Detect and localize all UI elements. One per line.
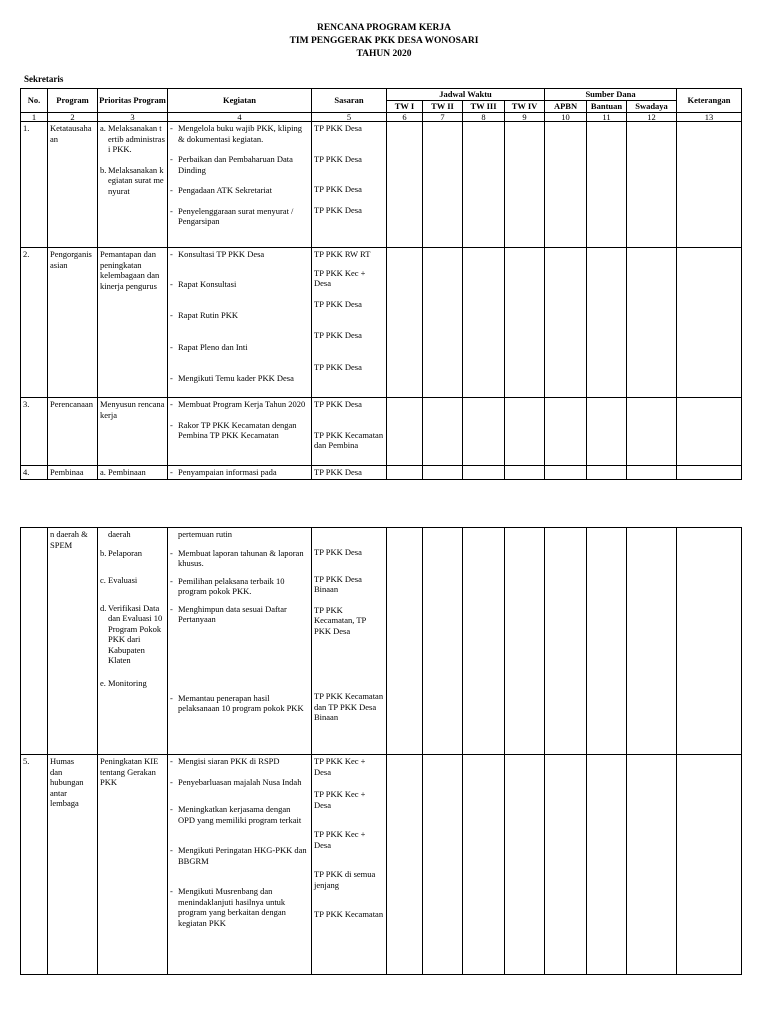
row-number: 1. xyxy=(21,122,48,248)
kegiatan-item: Perbaikan dan Pembaharuan Data Dinding xyxy=(178,154,293,175)
row-number: 2. xyxy=(21,248,48,398)
table-row xyxy=(21,248,742,398)
sasaran-item: TP PKK Kecamatan xyxy=(314,909,384,919)
program-cell: Pembinaa xyxy=(48,466,98,480)
prioritas-cell: Pemantapan dan peningkatan kelembagaan dan kinerja pengurus xyxy=(98,248,168,398)
col-number: 8 xyxy=(463,113,505,122)
kegiatan-item: Membuat laporan tahunan & laporan khusus. xyxy=(178,547,304,568)
kegiatan-item: Konsultasi TP PKK Desa xyxy=(178,249,265,259)
item-marker: a. xyxy=(100,123,106,133)
header-sasaran: Sasaran xyxy=(312,89,387,113)
sasaran-item: TP PKK Desa xyxy=(314,361,362,372)
doc-title-line2: TIM PENGGERAK PKK DESA WONOSARI xyxy=(289,36,479,46)
doc-title-line3: TAHUN 2020 xyxy=(356,49,412,59)
prioritas-cell: a. Pembinaan xyxy=(98,466,168,480)
sasaran-item: TP PKK Desa xyxy=(314,399,362,409)
col-number: 5 xyxy=(312,113,387,122)
sasaran-cell xyxy=(312,398,387,466)
table-row xyxy=(21,398,742,466)
program-table-page1 xyxy=(20,88,742,480)
col-number: 9 xyxy=(505,113,545,122)
sasaran-cell xyxy=(312,248,387,398)
col-number: 11 xyxy=(587,113,627,122)
row-number: 4. xyxy=(21,466,48,480)
prioritas-item: Verifikasi Data dan Evaluasi 10 Program Pokok PKK dari Kabupaten Klaten xyxy=(108,602,163,665)
prioritas-item: Evaluasi xyxy=(108,575,138,585)
sasaran-item: TP PKK Desa xyxy=(314,153,362,164)
header-row-1 xyxy=(21,89,742,101)
kegiatan-item: Membuat Program Kerja Tahun 2020 xyxy=(178,399,306,409)
item-marker: b. xyxy=(100,164,107,175)
item-marker: e. xyxy=(100,677,106,688)
sasaran-item: TP PKK Kec + Desa xyxy=(314,756,366,777)
kegiatan-item: Memantau penerapan hasil pelaksanaan 10 program pokok PKK xyxy=(178,692,304,713)
prioritas-cell: Menyusun rencana kerja xyxy=(98,398,168,466)
prioritas-cell xyxy=(98,122,168,248)
sasaran-item: TP PKK Kecamatan dan TP PKK Desa Binaan xyxy=(314,691,384,722)
program-cell: Ketatausahaan xyxy=(48,122,98,248)
sasaran-item: TP PKK Desa xyxy=(314,204,362,215)
col-number: 12 xyxy=(627,113,677,122)
kegiatan-cell: - Penyampaian informasi pada xyxy=(168,466,312,480)
sasaran-item: TP PKK Desa xyxy=(314,330,362,340)
prioritas-cell xyxy=(98,528,168,755)
kegiatan-item: Mengikuti Musrenbang dan menindaklanjuti hasilnya untuk program yang berkaitan dengan kegiatan PKK xyxy=(178,886,286,928)
sasaran-item: TP PKK Kec + Desa xyxy=(314,789,366,810)
program-cell: Pengorganisasian xyxy=(48,248,98,398)
kegiatan-item: Mengikuti Temu kader PKK Desa xyxy=(178,373,294,383)
header-swadaya: Swadaya xyxy=(627,101,677,113)
item-marker: d. xyxy=(100,602,107,613)
column-number-row xyxy=(21,113,742,122)
kegiatan-item: Mengikuti Peringatan HKG-PKK dan BBGRM xyxy=(178,845,307,866)
kegiatan-item: Rapat Konsultasi xyxy=(178,278,237,289)
kegiatan-item: Rapat Rutin PKK xyxy=(178,310,238,320)
sasaran-cell: TP PKK Desa xyxy=(312,466,387,480)
col-number: 6 xyxy=(387,113,423,122)
header-no: No. xyxy=(21,89,48,113)
row-number: 3. xyxy=(21,398,48,466)
sasaran-cell xyxy=(312,122,387,248)
prioritas-item: Monitoring xyxy=(108,677,147,688)
doc-title-line1: RENCANA PROGRAM KERJA xyxy=(316,23,452,33)
sasaran-item: TP PKK Kec + Desa xyxy=(314,267,366,288)
program-cell: Perencanaan xyxy=(48,398,98,466)
item-marker: b. xyxy=(100,547,107,558)
sasaran-item: TP PKK di semua jenjang xyxy=(314,869,376,890)
table-row xyxy=(21,122,742,248)
kegiatan-item: Menghimpun data sesuai Daftar Pertanyaan xyxy=(178,603,287,624)
sasaran-item: TP PKK Desa xyxy=(314,184,362,194)
header-kegiatan: Kegiatan xyxy=(168,89,312,113)
kegiatan-item: Meningkatkan kerjasama dengan OPD yang memiliki program terkait xyxy=(178,804,302,825)
header-program: Program xyxy=(48,89,98,113)
sasaran-item: TP PKK Kec + Desa xyxy=(314,829,366,850)
sasaran-cell xyxy=(312,528,387,755)
prioritas-item: Melaksanakan tertib administrasi PKK. xyxy=(108,123,165,154)
header-prioritas: Prioritas Program xyxy=(98,89,168,113)
header-tw3: TW III xyxy=(463,101,505,113)
kegiatan-cell: - Konsultasi TP PKK Desa - Rapat Konsultasi - Rapat Rutin PKK - Rapat Pleno dan Inti - Mengikuti Temu kader PKK Desa xyxy=(168,248,312,398)
col-number: 3 xyxy=(98,113,168,122)
kegiatan-item: pertemuan rutin xyxy=(178,529,233,539)
prioritas-item: Pelaporan xyxy=(108,547,142,558)
program-cell: n daerah & SPEM xyxy=(48,528,98,755)
header-keterangan: Keterangan xyxy=(677,89,742,113)
prioritas-item: daerah xyxy=(108,529,131,539)
prioritas-item: Melaksanakan kegiatan surat menyurat xyxy=(108,164,164,196)
table-row xyxy=(21,755,742,975)
prioritas-cell: Peningkatan KIE tentang Gerakan PKK xyxy=(98,755,168,975)
col-number: 1 xyxy=(21,113,48,122)
sasaran-item: TP PKK Desa xyxy=(314,298,362,309)
sasaran-item: TP PKK RW RT xyxy=(314,249,371,259)
kegiatan-item: Mengisi siaran PKK di RSPD xyxy=(178,756,280,766)
sasaran-cell xyxy=(312,755,387,975)
row-number: 5. xyxy=(21,755,48,975)
header-tw4: TW IV xyxy=(505,101,545,113)
col-number: 4 xyxy=(168,113,312,122)
header-tw1: TW I xyxy=(387,101,423,113)
sasaran-item: TP PKK Kecamatan, TP PKK Desa xyxy=(314,604,366,636)
table-row xyxy=(21,466,742,480)
table-row xyxy=(21,528,742,755)
header-sumber-dana: Sumber Dana xyxy=(545,89,677,101)
header-bantuan: Bantuan xyxy=(587,101,627,113)
col-number: 10 xyxy=(545,113,587,122)
sasaran-item: TP PKK Kecamatan dan Pembina xyxy=(314,429,384,450)
header-jadwal: Jadwal Waktu xyxy=(387,89,545,101)
sasaran-item: TP PKK Desa xyxy=(314,547,362,557)
kegiatan-item: Rapat Pleno dan Inti xyxy=(178,341,248,352)
kegiatan-cell: pertemuan rutin - Membuat laporan tahunan & laporan khusus. - Pemilihan pelaksana terbaik 10 program pokok PKK. - Menghimpun data sesuai Daftar Pertanyaan - Memantau penerapan hasil pelaksanaan 10 program pokok PKK xyxy=(168,528,312,755)
kegiatan-item: Penyampaian informasi pada xyxy=(178,467,277,477)
kegiatan-cell: - Mengisi siaran PKK di RSPD - Penyebarluasan majalah Nusa Indah - Meningkatkan kerjasama dengan OPD yang memiliki program terkait - Mengikuti Peringatan HKG-PKK dan BBGRM - Mengikuti Musrenbang dan menindaklanjuti hasilnya untuk program yang berkaitan dengan kegiatan PKK xyxy=(168,755,312,975)
item-marker: c. xyxy=(100,575,106,585)
section-label: Sekretaris xyxy=(24,74,64,84)
header-apbn: APBN xyxy=(545,101,587,113)
kegiatan-cell: - Mengelola buku wajib PKK, kliping & dokumentasi kegiatan. - Perbaikan dan Pembaharuan Data Dinding - Pengadaan ATK Sekretariat - Penyelenggaraan surat menyurat / Pengarsipan xyxy=(168,122,312,248)
sasaran-item: TP PKK Desa xyxy=(314,123,362,133)
sasaran-item: TP PKK Desa Binaan xyxy=(314,573,362,594)
col-number: 13 xyxy=(677,113,742,122)
program-cell: Humas dan hubungan antar lembaga xyxy=(48,755,98,975)
kegiatan-item: Mengelola buku wajib PKK, kliping & dokumentasi kegiatan. xyxy=(178,123,302,144)
kegiatan-cell: - Membuat Program Kerja Tahun 2020 - Rakor TP PKK Kecamatan dengan Pembina TP PKK Kecamatan xyxy=(168,398,312,466)
program-table-page2 xyxy=(20,527,742,975)
kegiatan-item: Penyelenggaraan surat menyurat / Pengarsipan xyxy=(178,205,294,226)
kegiatan-item: Rakor TP PKK Kecamatan dengan Pembina TP PKK Kecamatan xyxy=(178,419,297,440)
kegiatan-item: Pemilihan pelaksana terbaik 10 program pokok PKK. xyxy=(178,575,285,596)
col-number: 7 xyxy=(423,113,463,122)
col-number: 2 xyxy=(48,113,98,122)
header-tw2: TW II xyxy=(423,101,463,113)
kegiatan-item: Penyebarluasan majalah Nusa Indah xyxy=(178,776,302,787)
kegiatan-item: Pengadaan ATK Sekretariat xyxy=(178,185,272,195)
